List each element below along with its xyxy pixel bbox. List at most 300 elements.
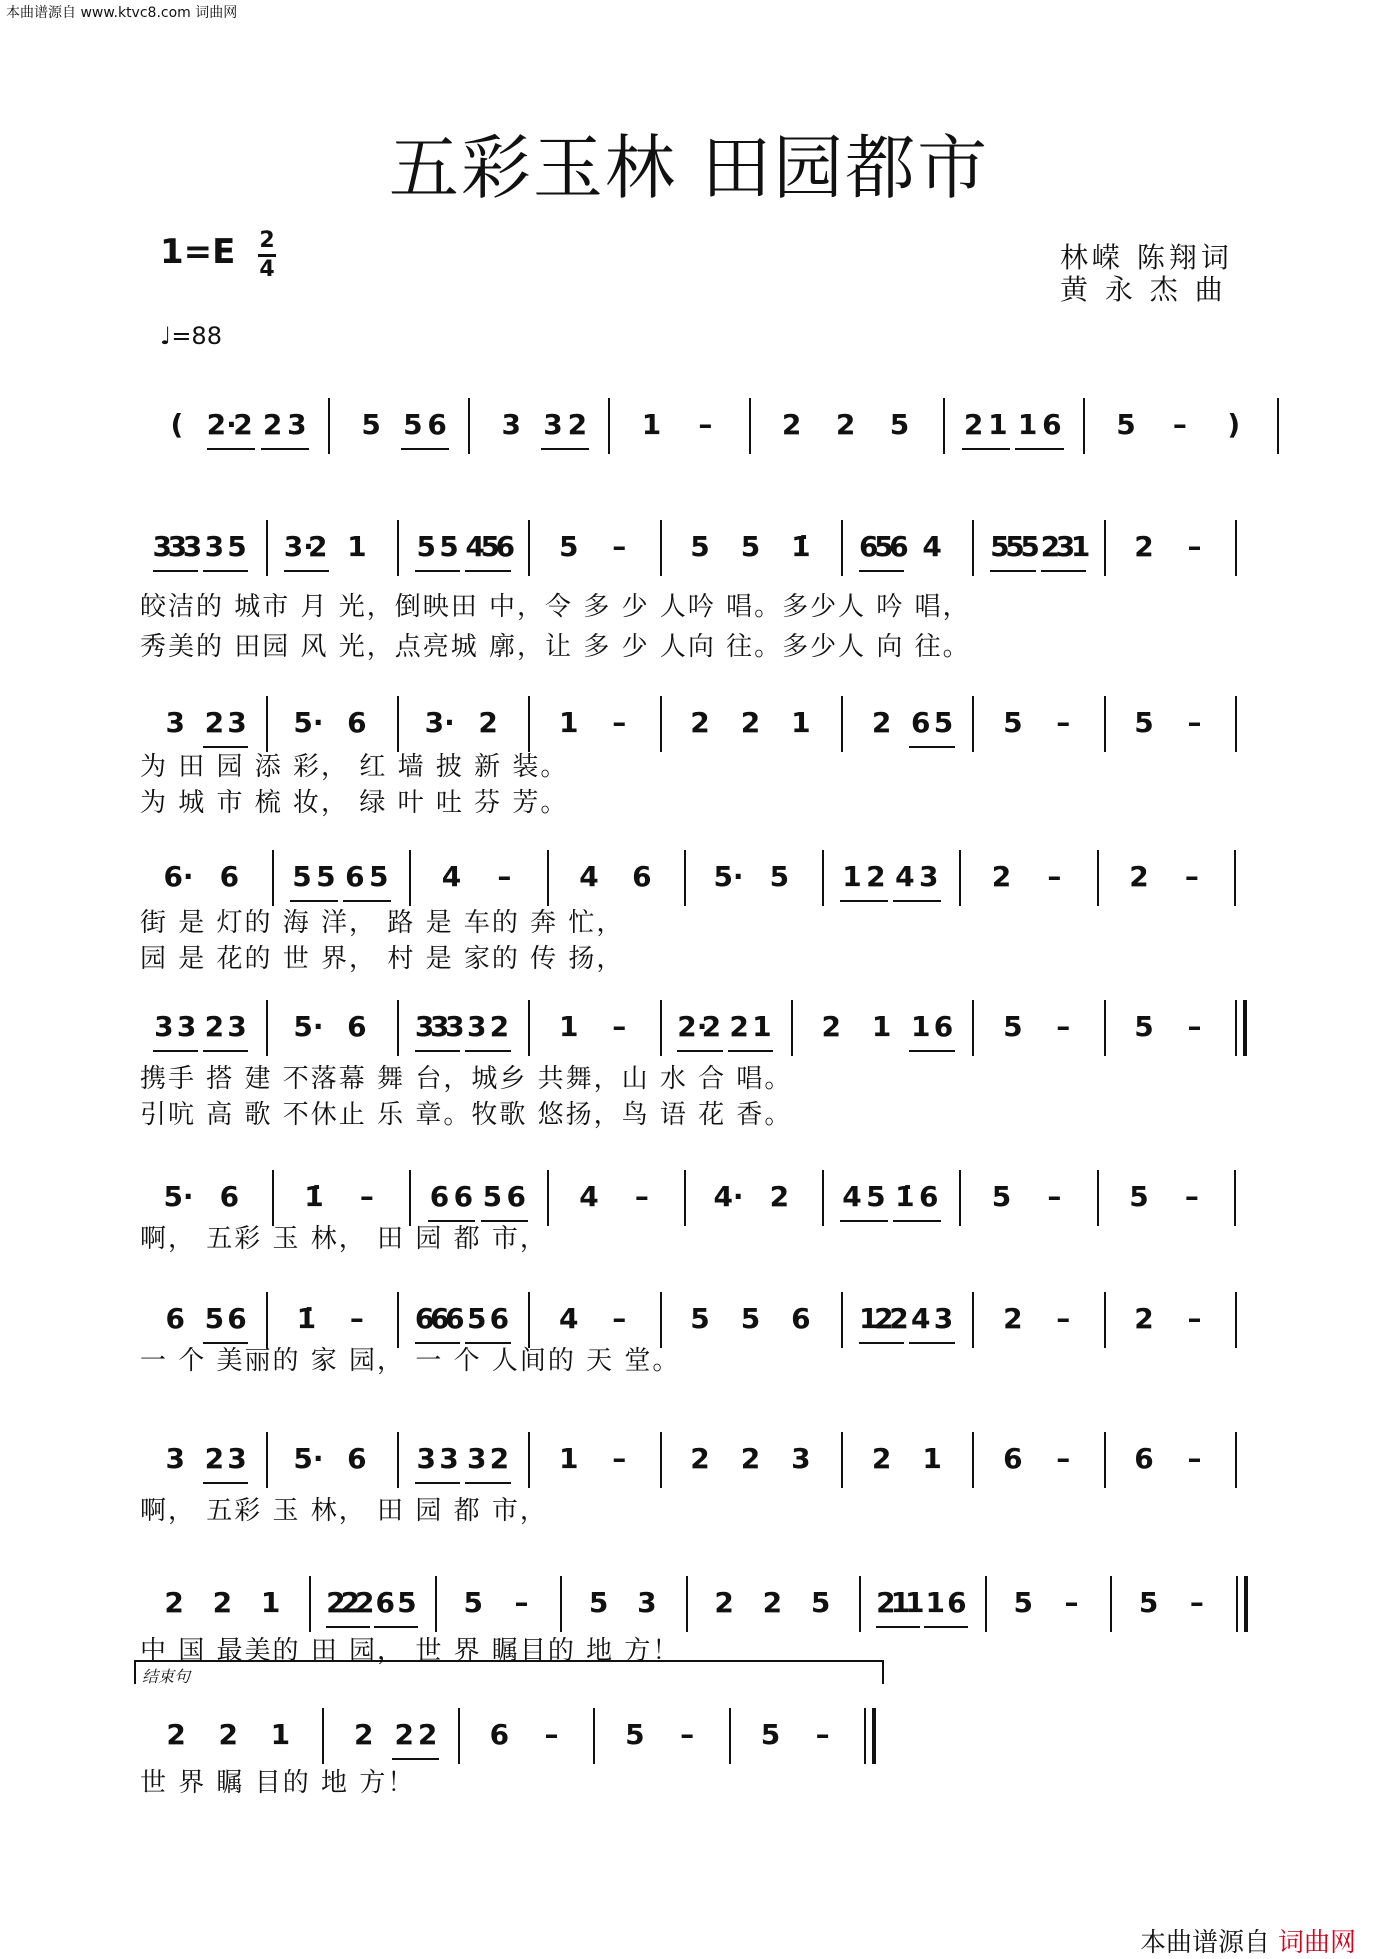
- note: 3: [637, 1586, 657, 1619]
- bar-line: [1234, 1170, 1236, 1226]
- note: 2: [489, 1010, 510, 1043]
- note: 1: [791, 706, 811, 739]
- footer-source: 本曲谱源自: [1140, 1928, 1271, 1958]
- dash-note: –: [612, 706, 627, 739]
- note: 6: [632, 860, 652, 893]
- note: 5: [559, 530, 579, 563]
- note: 3: [543, 408, 563, 441]
- bar-line: [1277, 398, 1279, 454]
- bar-line: [1097, 850, 1099, 906]
- note: 2: [212, 1586, 233, 1619]
- beam-line: [284, 570, 329, 572]
- note: 2: [354, 1718, 374, 1751]
- dash-note: –: [1187, 1302, 1202, 1335]
- note: 3: [287, 408, 307, 441]
- note: 6: [911, 706, 931, 739]
- note: 2: [1003, 1302, 1023, 1335]
- note: 1̇: [296, 1302, 317, 1335]
- beam-line: [893, 1220, 941, 1222]
- bar-line: [972, 520, 974, 576]
- final-bar-line: [1243, 1000, 1247, 1056]
- dash-note: –: [1056, 1442, 1071, 1475]
- note: 4: [911, 1302, 931, 1335]
- final-bar-line: [872, 1708, 876, 1764]
- bar-line: [1235, 1000, 1237, 1056]
- note: 1: [988, 408, 1008, 441]
- beam-line: [401, 448, 450, 450]
- dash-note: –: [612, 1442, 627, 1475]
- note: 2: [340, 1586, 361, 1619]
- note: 5: [874, 530, 894, 563]
- notation-row: [0, 530, 1378, 640]
- bar-line: [1234, 850, 1236, 906]
- beam-line: [876, 1626, 919, 1628]
- beam-line: [203, 1050, 248, 1052]
- beam-line: [962, 448, 1011, 450]
- dash-note: –: [1172, 408, 1187, 441]
- bar-line: [841, 696, 843, 752]
- beam-line: [909, 746, 954, 748]
- note: 5: [416, 530, 436, 563]
- beam-line: [261, 448, 310, 450]
- note: 6: [1134, 1442, 1154, 1475]
- note: 6: [947, 1586, 967, 1619]
- note: 4: [559, 1302, 579, 1335]
- note: 1: [871, 1010, 892, 1043]
- note: 2: [567, 408, 588, 441]
- dash-note: –: [514, 1586, 529, 1619]
- beam-line: [541, 448, 590, 450]
- note: 5: [1138, 1586, 1159, 1619]
- note: 3: [1055, 530, 1076, 563]
- note: 5·: [293, 706, 324, 739]
- note: 2: [729, 1010, 749, 1043]
- note: 2: [1040, 530, 1061, 563]
- note: 1: [559, 1442, 579, 1475]
- note: 1: [1017, 408, 1038, 441]
- note: 5: [316, 860, 336, 893]
- note: 4: [842, 1180, 862, 1213]
- bar-line: [959, 1170, 961, 1226]
- key-signature: 1=E: [160, 232, 236, 272]
- bar-line: [1104, 696, 1106, 752]
- note: 3: [439, 1442, 459, 1475]
- note: 5: [361, 408, 381, 441]
- note: 5: [690, 530, 710, 563]
- note: 3: [501, 408, 521, 441]
- beam-line: [1041, 570, 1086, 572]
- note: 6: [453, 1180, 474, 1213]
- bar-line: [684, 1170, 686, 1226]
- note: 2: [740, 706, 761, 739]
- note: 6: [506, 1180, 526, 1213]
- note: 5·: [163, 1180, 194, 1213]
- lyricist-credit: 林嵘 陈翔词: [1060, 241, 1233, 274]
- note: 5: [769, 860, 790, 893]
- note: 1: [260, 1586, 281, 1619]
- beam-line: [893, 900, 941, 902]
- dash-note: –: [1047, 1180, 1062, 1213]
- note: 1: [911, 1010, 931, 1043]
- dash-note: –: [1187, 706, 1202, 739]
- note: 5: [480, 530, 500, 563]
- note: 5: [690, 1302, 710, 1335]
- beam-line: [465, 1482, 510, 1484]
- note: 3: [176, 1010, 197, 1043]
- lyric-line: 一 个 美丽的 家 园， 一 个 人间的 天 堂。: [140, 1346, 681, 1376]
- bar-line: [859, 1576, 861, 1632]
- bar-line: [409, 850, 411, 906]
- lyric-line: 啊， 五彩 玉 林， 田 园 都 市，: [140, 1224, 548, 1254]
- note: 5: [397, 1586, 417, 1619]
- note: ): [1227, 408, 1241, 441]
- note: 5: [1020, 530, 1040, 563]
- note: 5: [463, 1586, 483, 1619]
- note: 3: [154, 1010, 174, 1043]
- bar-line: [791, 1000, 793, 1056]
- note: 3: [791, 1442, 811, 1475]
- note: 2: [769, 1180, 790, 1213]
- bar-line: [608, 398, 610, 454]
- note: 2: [489, 1442, 510, 1475]
- bar-line: [729, 1708, 731, 1764]
- dash-note: –: [1187, 1010, 1202, 1043]
- bar-line: [1236, 1576, 1238, 1632]
- note: 6·: [163, 860, 194, 893]
- note: 2: [762, 1586, 783, 1619]
- dash-note: –: [634, 1180, 649, 1213]
- bar-line: [822, 850, 824, 906]
- note: 2: [701, 1010, 722, 1043]
- note: 2: [326, 1586, 346, 1619]
- dash-note: –: [359, 1180, 374, 1213]
- bar-line: [528, 1000, 530, 1056]
- bar-line: [397, 520, 399, 576]
- note: 3·: [424, 706, 455, 739]
- beam-line: [859, 1342, 904, 1344]
- note: 6: [1042, 408, 1062, 441]
- note: 2: [690, 1442, 710, 1475]
- beam-line: [203, 570, 248, 572]
- bar-line: [660, 1432, 662, 1488]
- source-watermark: 本曲谱源自 www.ktvc8.com 词曲网: [6, 5, 238, 21]
- note: 5: [588, 1586, 609, 1619]
- note: 2: [394, 1718, 414, 1751]
- note: 3: [227, 1442, 247, 1475]
- note: 1: [559, 706, 579, 739]
- note: 3: [918, 860, 939, 893]
- note: 5: [866, 1180, 886, 1213]
- dash-note: –: [1056, 1302, 1071, 1335]
- note: 6: [430, 1302, 450, 1335]
- tempo-mark: ♩=88: [160, 322, 222, 350]
- note: 6: [219, 860, 240, 893]
- note: 4: [465, 530, 485, 563]
- note: 4: [579, 1180, 599, 1213]
- note: 3: [165, 1442, 185, 1475]
- ending-label: 结束句: [142, 1667, 191, 1686]
- note: 5: [368, 860, 389, 893]
- note: 2: [871, 1442, 892, 1475]
- note: 2: [164, 1586, 184, 1619]
- note: 5·: [293, 1442, 324, 1475]
- note: 2: [417, 1718, 438, 1751]
- note: 2: [991, 860, 1012, 893]
- note: 3·: [283, 530, 314, 563]
- lyric-line: 啊， 五彩 玉 林， 田 园 都 市，: [140, 1496, 548, 1526]
- note: 6: [429, 1180, 450, 1213]
- note: 5: [740, 530, 761, 563]
- dash-note: –: [1056, 1010, 1071, 1043]
- bar-line: [266, 1432, 268, 1488]
- note: 1̇: [895, 1180, 915, 1213]
- dash-note: –: [1187, 530, 1202, 563]
- bar-line: [660, 520, 662, 576]
- beam-line: [374, 1626, 417, 1628]
- note: 3: [416, 1442, 436, 1475]
- beam-line: [207, 448, 256, 450]
- note: 2: [876, 1586, 896, 1619]
- note: 2: [889, 1302, 909, 1335]
- note: 1: [559, 1010, 579, 1043]
- note: 2: [204, 1442, 225, 1475]
- note: 5: [1134, 706, 1154, 739]
- note: 5: [403, 408, 423, 441]
- footer-site: 词曲网: [1278, 1928, 1357, 1958]
- bar-line: [468, 398, 470, 454]
- note: 2: [714, 1586, 734, 1619]
- beam-line: [153, 1050, 198, 1052]
- note: 2: [218, 1718, 238, 1751]
- bar-line: [272, 850, 274, 906]
- note: 5: [227, 530, 247, 563]
- bar-line: [822, 1170, 824, 1226]
- note: 3: [445, 1010, 465, 1043]
- dash-note: –: [544, 1718, 559, 1751]
- bar-line: [1235, 1432, 1237, 1488]
- bar-line: [684, 850, 686, 906]
- ending-bracket: [134, 1660, 884, 1684]
- note: 6: [219, 1180, 240, 1213]
- note: 6: [347, 1010, 367, 1043]
- bar-line: [972, 1432, 974, 1488]
- bar-line: [660, 696, 662, 752]
- time-signature: [258, 228, 276, 283]
- bar-line: [1235, 1292, 1237, 1348]
- note: 5: [1013, 1586, 1033, 1619]
- beam-line: [677, 1050, 722, 1052]
- note: 3: [430, 1010, 450, 1043]
- beam-line: [465, 1050, 510, 1052]
- note: 1̇: [304, 1180, 324, 1213]
- lyric-line: 园 是 花的 世 界， 村 是 家的 传 扬，: [140, 944, 625, 974]
- bar-line: [1097, 1170, 1099, 1226]
- note: 2: [233, 408, 253, 441]
- note: 3: [165, 706, 185, 739]
- dash-note: –: [612, 1302, 627, 1335]
- note: 6: [858, 530, 879, 563]
- beam-line: [909, 1342, 954, 1344]
- note: 5: [889, 408, 910, 441]
- note: 3: [227, 706, 247, 739]
- note: 5: [933, 706, 954, 739]
- ending-lyric-line: 世 界 瞩 目的 地 方！: [140, 1768, 416, 1798]
- note: 3: [167, 530, 188, 563]
- note: 6: [791, 1302, 811, 1335]
- time-sig-bottom: 4: [259, 257, 275, 282]
- bar-line: [1104, 1432, 1106, 1488]
- note: 6: [489, 1302, 510, 1335]
- dash-note: –: [497, 860, 512, 893]
- note: 3: [933, 1302, 954, 1335]
- note: 5: [810, 1586, 831, 1619]
- bar-line: [528, 696, 530, 752]
- bar-line: [841, 1292, 843, 1348]
- note: 3: [152, 530, 172, 563]
- note: 6: [918, 1180, 939, 1213]
- note: 1: [641, 408, 662, 441]
- note: 2: [478, 706, 498, 739]
- note: 1: [1070, 530, 1091, 563]
- bar-line: [1104, 520, 1106, 576]
- dash-note: –: [612, 530, 627, 563]
- bar-line: [1235, 696, 1237, 752]
- note: 2·: [677, 1010, 708, 1043]
- lyric-line: 携手 搭 建 不落幕 舞 台，城乡 共舞，山 水 合 唱。: [140, 1064, 793, 1094]
- note: 3: [414, 1010, 435, 1043]
- note: 2: [204, 706, 225, 739]
- composer-credit: 黄 永 杰 曲: [1060, 273, 1227, 306]
- note: 5: [740, 1302, 761, 1335]
- beam-line: [326, 1626, 369, 1628]
- note: 1: [858, 1302, 879, 1335]
- lyric-line: 皎洁的 城市 月 光，倒映田 中，令 多 少 人吟 唱。多少人 吟 唱，: [140, 592, 971, 622]
- lyric-line: 为 田 园 添 彩， 红 墙 披 新 装。: [140, 752, 569, 782]
- note: 4: [922, 530, 942, 563]
- note: 1̇: [791, 530, 811, 563]
- dash-note: –: [612, 1010, 627, 1043]
- note: 5: [1003, 706, 1023, 739]
- note: 6: [933, 1010, 954, 1043]
- note: 6: [489, 1718, 510, 1751]
- bar-line: [322, 1708, 324, 1764]
- dash-note: –: [815, 1718, 830, 1751]
- beam-line: [859, 570, 904, 572]
- bar-line: [864, 1708, 866, 1764]
- bar-line: [972, 1292, 974, 1348]
- note: 1: [925, 1586, 945, 1619]
- note: 5: [204, 1302, 225, 1335]
- note: 2: [740, 1442, 761, 1475]
- note: 6: [889, 530, 909, 563]
- bar-line: [560, 1576, 562, 1632]
- note: 5: [1005, 530, 1025, 563]
- lyric-line: 为 城 市 梳 妆， 绿 叶 吐 芬 芳。: [140, 788, 569, 818]
- bar-line: [972, 696, 974, 752]
- note: 1: [347, 530, 367, 563]
- time-sig-top: 2: [259, 228, 275, 253]
- note: 6: [445, 1302, 465, 1335]
- bar-line: [397, 1000, 399, 1056]
- bar-line: [458, 1708, 460, 1764]
- bar-line: [1110, 1576, 1112, 1632]
- note: 5: [1003, 1010, 1023, 1043]
- bar-line: [943, 398, 945, 454]
- bar-line: [749, 398, 751, 454]
- bar-line: [547, 850, 549, 906]
- note: 2·: [206, 408, 237, 441]
- note: 2: [262, 408, 283, 441]
- note: 5·: [293, 1010, 324, 1043]
- note: 5: [439, 530, 459, 563]
- bar-line: [985, 1576, 987, 1632]
- note: 2: [1134, 1302, 1154, 1335]
- note: 3: [204, 530, 225, 563]
- beam-line: [924, 1626, 967, 1628]
- note: 3: [466, 1442, 487, 1475]
- dash-note: –: [1187, 1442, 1202, 1475]
- bar-line: [528, 1432, 530, 1488]
- bar-line: [841, 520, 843, 576]
- note: 6: [165, 1302, 185, 1335]
- dash-note: –: [1056, 706, 1071, 739]
- dash-note: –: [698, 408, 713, 441]
- note: 2: [871, 706, 892, 739]
- note: 6: [427, 408, 447, 441]
- bar-line: [1083, 398, 1085, 454]
- bar-line: [266, 520, 268, 576]
- dash-note: –: [680, 1718, 695, 1751]
- note: 1: [905, 1586, 925, 1619]
- bar-line: [593, 1708, 595, 1764]
- notation-row: [0, 408, 1378, 518]
- note: 5: [482, 1180, 503, 1213]
- dash-note: –: [1047, 860, 1062, 893]
- note: 6: [347, 1442, 367, 1475]
- note: 5: [990, 530, 1010, 563]
- note: 2: [166, 1718, 186, 1751]
- note: 2: [781, 408, 802, 441]
- beam-line: [840, 1220, 888, 1222]
- beam-line: [203, 1482, 248, 1484]
- beam-line: [153, 570, 198, 572]
- final-bar-line: [1244, 1576, 1248, 1632]
- note: 2: [690, 706, 710, 739]
- note: 5: [760, 1718, 781, 1751]
- note: 5: [292, 860, 312, 893]
- note: 6: [1003, 1442, 1023, 1475]
- note: 1: [752, 1010, 772, 1043]
- note: 6: [414, 1302, 435, 1335]
- note: 5: [991, 1180, 1012, 1213]
- note: 3: [227, 1010, 247, 1043]
- beam-line: [392, 1758, 439, 1760]
- bar-line: [435, 1576, 437, 1632]
- note: 6: [375, 1586, 395, 1619]
- note: 5: [466, 1302, 487, 1335]
- note: 2: [963, 408, 984, 441]
- bar-line: [397, 696, 399, 752]
- dash-note: –: [349, 1302, 364, 1335]
- note: 6: [227, 1302, 247, 1335]
- note: 4·: [713, 1180, 744, 1213]
- bar-line: [959, 850, 961, 906]
- bar-line: [972, 1000, 974, 1056]
- beam-line: [728, 1050, 773, 1052]
- dash-note: –: [1189, 1586, 1204, 1619]
- note: 3: [466, 1010, 487, 1043]
- lyric-line: 秀美的 田园 风 光，点亮城 廓，让 多 少 人向 往。多少人 向 往。: [140, 632, 971, 662]
